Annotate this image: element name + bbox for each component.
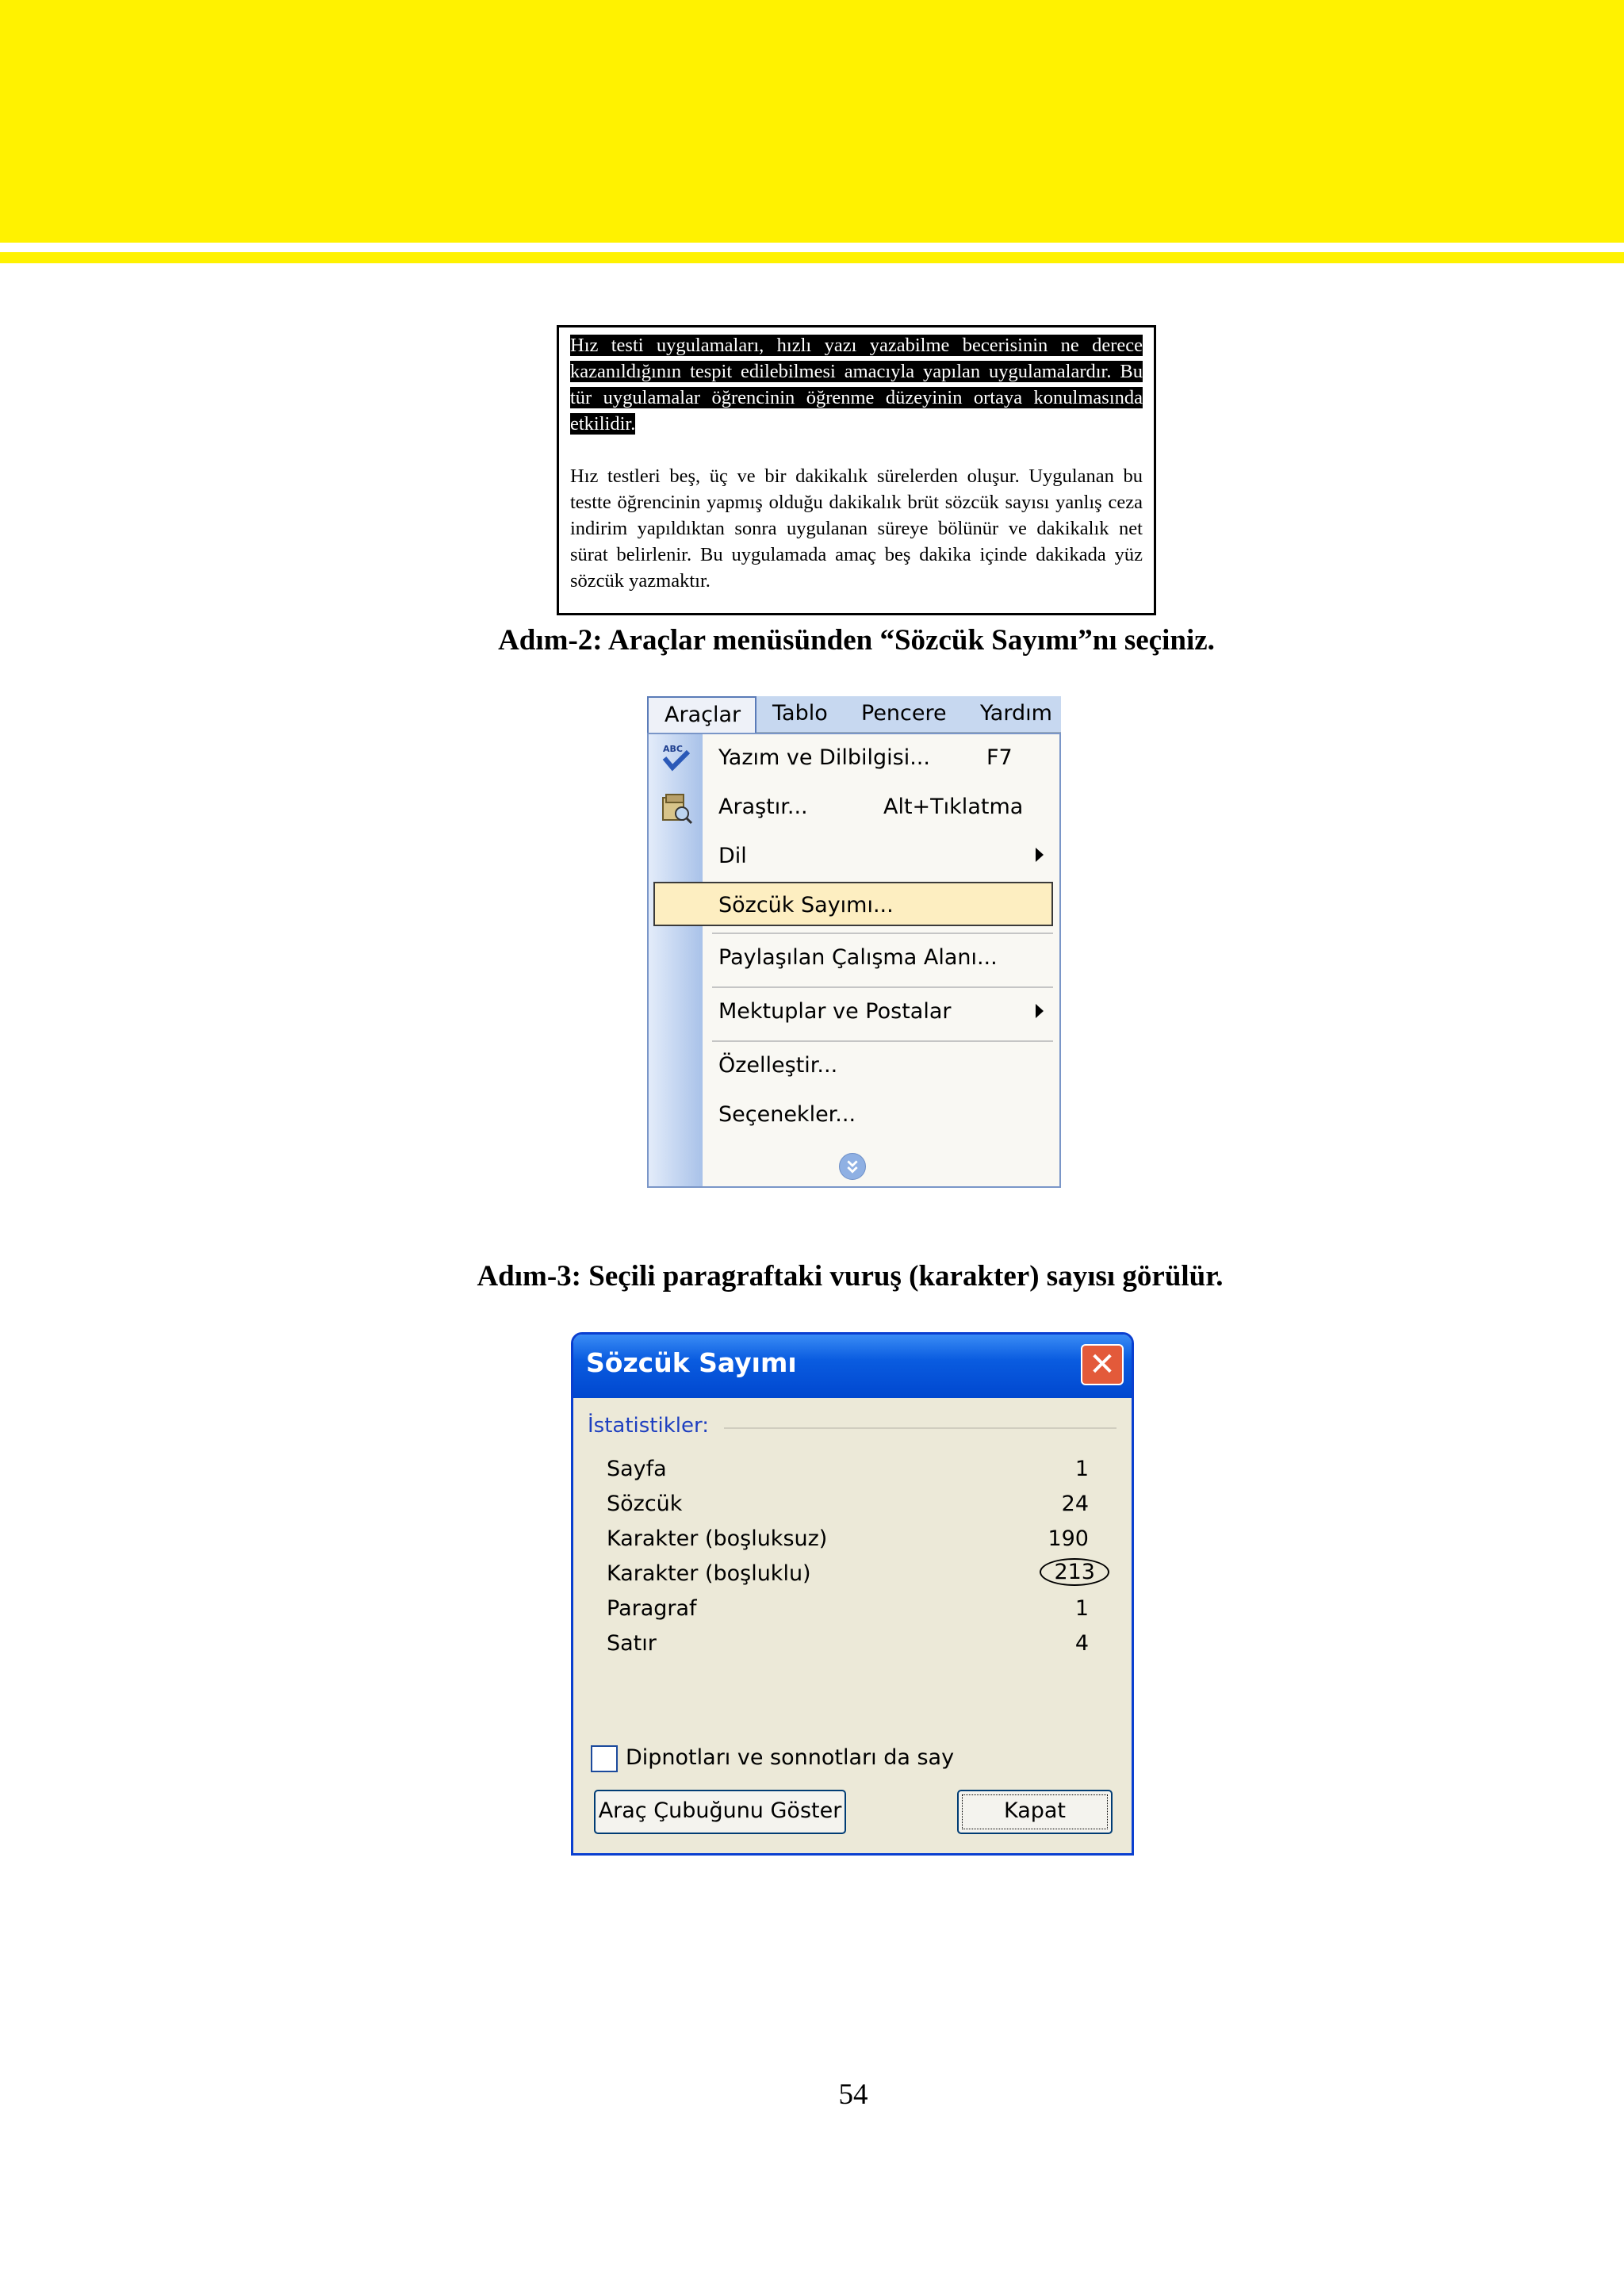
menubar-item-table[interactable]: Tablo	[772, 701, 828, 726]
excerpt-paragraph-2: Hız testleri beş, üç ve bir dakikalık sürelerden oluşur. Uygulanan bu testte öğrencinin yapmış olduğu dakikalık brüt sözcük sayısı yanlış ceza indirim yapıldıktan sonra uygulanan süreye bölünür ve dakikalık net sürat belirlenir. Bu uygulamada amaç beş dakika içinde dakikada yüz sözcük yazmaktır.	[570, 465, 1143, 592]
header-stripe	[0, 252, 1624, 263]
word-count-dialog	[571, 1332, 1134, 1856]
focus-rect	[962, 1794, 1108, 1829]
stat-label-paragraphs: Paragraf	[607, 1596, 697, 1621]
tools-menu-screenshot	[647, 696, 1061, 1188]
svg-text:ABC: ABC	[663, 744, 683, 754]
research-shortcut: Alt+Tıklatma	[883, 795, 1024, 819]
menubar-item-help[interactable]: Yardım	[980, 701, 1052, 726]
dialog-titlebar	[573, 1335, 1132, 1398]
tools-dropdown	[647, 733, 1061, 1188]
stat-value-words: 24	[1061, 1492, 1089, 1516]
close-icon[interactable]: ✕	[1081, 1344, 1124, 1385]
selected-text: Hız testi uygulamaları, hızlı yazı yazabilme becerisinin ne derece kazanıldığının tespit edilebilmesi amacıyla yapılan uygulamalardır. Bu tür uygulamalar öğrencinin öğrenme düzeyinin ortaya konulmasında etkilidir.	[570, 335, 1143, 435]
menu-separator	[712, 1040, 1053, 1042]
step2-caption: Adım-2: Araçlar menüsünden “Sözcük Sayımı”nı seçiniz.	[498, 624, 1215, 657]
stat-value-lines: 4	[1074, 1631, 1089, 1656]
close-button[interactable]	[957, 1790, 1113, 1834]
stat-value-chars-with-spaces	[1040, 1560, 1095, 1584]
expand-menu-icon[interactable]	[839, 1153, 866, 1180]
statistics-group-label: İstatistikler:	[588, 1414, 709, 1438]
stat-value-paragraphs: 1	[1074, 1596, 1089, 1621]
research-icon	[660, 791, 693, 825]
stat-value-pages: 1	[1074, 1457, 1089, 1481]
step3-caption: Adım-3: Seçili paragraftaki vuruş (karakter) sayısı görülür.	[477, 1260, 1224, 1293]
stat-value-chars-no-spaces: 190	[1048, 1526, 1089, 1551]
header-band	[0, 0, 1624, 243]
spelling-shortcut: F7	[986, 745, 1013, 770]
close-button-label: Kapat	[1003, 1798, 1067, 1823]
submenu-arrow-icon	[1036, 848, 1044, 862]
stat-label-chars-with-spaces: Karakter (boşluklu)	[607, 1561, 811, 1586]
spelling-check-icon	[660, 742, 693, 774]
footnotes-checkbox[interactable]	[591, 1745, 618, 1772]
group-divider	[724, 1427, 1116, 1429]
menu-separator	[712, 933, 1053, 934]
menubar	[647, 696, 1061, 733]
stat-label-pages: Sayfa	[607, 1457, 667, 1481]
menu-item-letters-mailings[interactable]: Mektuplar ve Postalar	[718, 999, 952, 1024]
menubar-item-tools[interactable]: Araçlar	[647, 696, 756, 734]
circled-value: 213	[1040, 1558, 1109, 1586]
menu-item-options[interactable]: Seçenekler...	[718, 1102, 856, 1127]
text-excerpt-screenshot	[557, 325, 1156, 615]
show-toolbar-button[interactable]: Araç Çubuğunu Göster	[594, 1790, 846, 1834]
submenu-arrow-icon	[1036, 1004, 1044, 1018]
menu-item-word-count[interactable]: Sözcük Sayımı...	[718, 893, 894, 917]
page-number: 54	[838, 2078, 868, 2111]
stat-label-chars-no-spaces: Karakter (boşluksuz)	[607, 1526, 828, 1551]
dialog-title: Sözcük Sayımı	[586, 1347, 797, 1378]
menu-item-language[interactable]: Dil	[718, 844, 747, 868]
menu-item-research[interactable]: Araştır...	[718, 795, 808, 819]
menubar-item-window[interactable]: Pencere	[861, 701, 947, 726]
stat-label-lines: Satır	[607, 1631, 657, 1656]
excerpt-paragraph-1	[570, 332, 1143, 437]
menu-item-shared-workspace[interactable]: Paylaşılan Çalışma Alanı...	[718, 945, 998, 970]
menu-item-spelling[interactable]: Yazım ve Dilbilgisi...	[718, 745, 930, 770]
footnotes-checkbox-label[interactable]: Dipnotları ve sonnotları da say	[626, 1745, 955, 1770]
menu-separator	[712, 986, 1053, 988]
stat-label-words: Sözcük	[607, 1492, 683, 1516]
menu-item-customize[interactable]: Özelleştir...	[718, 1053, 838, 1078]
